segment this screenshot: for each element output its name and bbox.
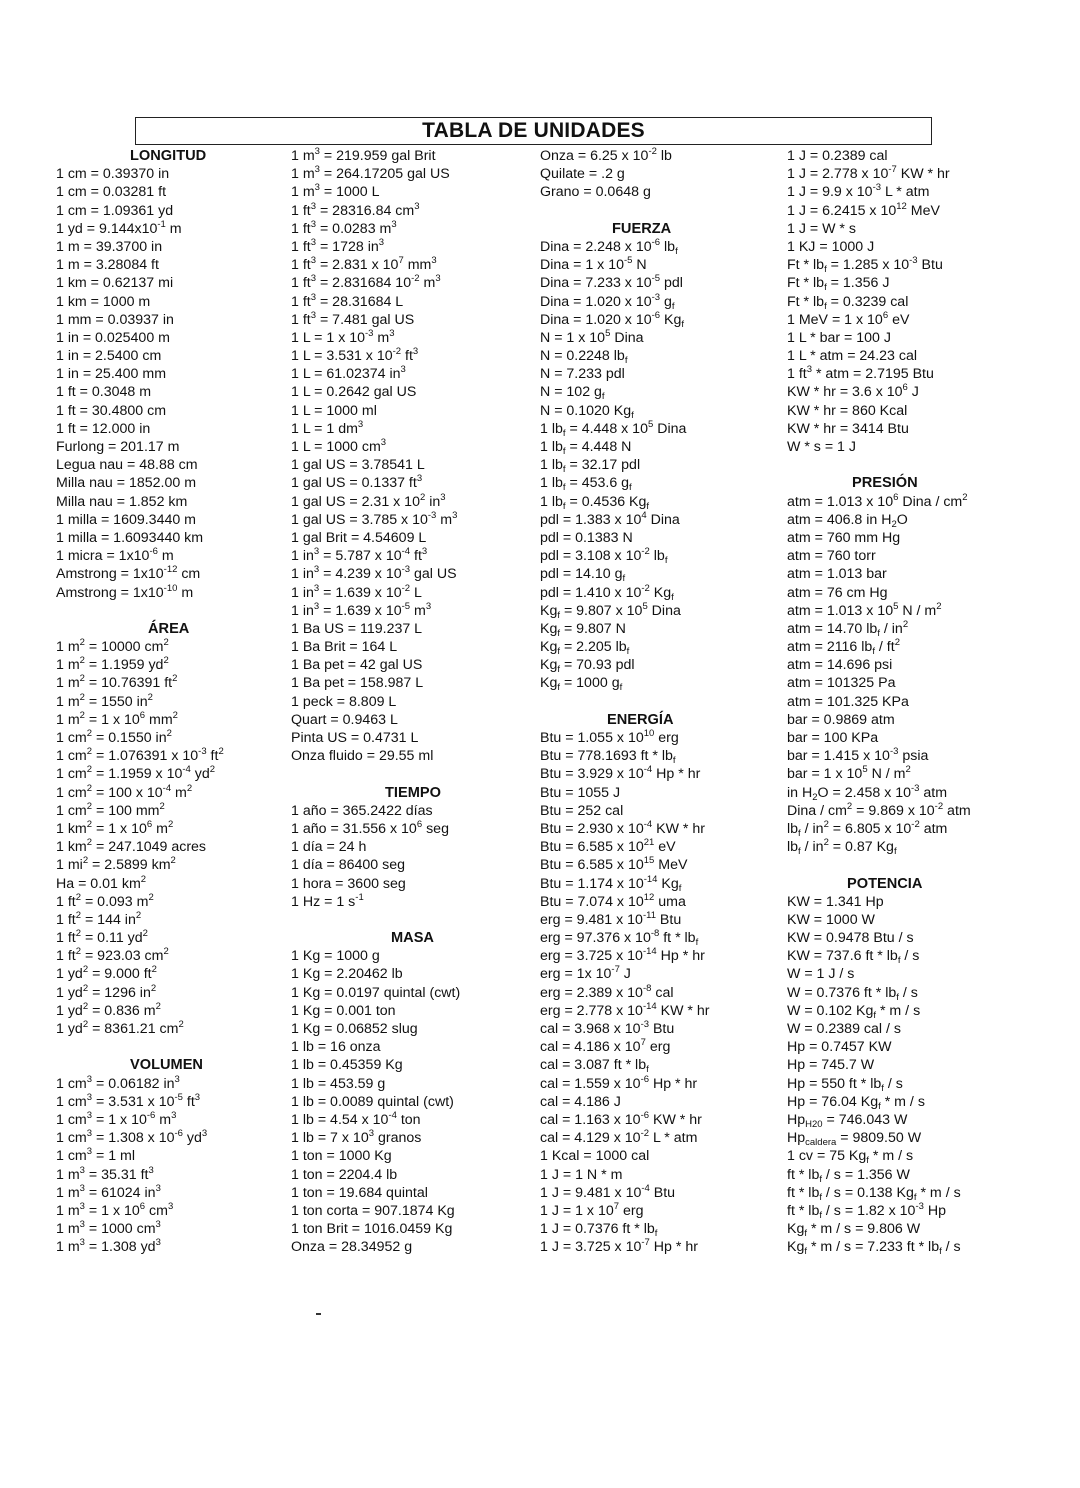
conversion-row: 1 L = 1 x $10^{-3}$ $m^3$ <box>291 327 395 346</box>
conversion-row: 1 Kcal = 1000 cal <box>540 1148 650 1165</box>
conversion-row: 1 $yd^2 = 0.836$ $m^2$ <box>56 1000 161 1019</box>
conversion-row: 1 lb = 16 onza <box>291 1039 381 1056</box>
spacer-row <box>787 456 1027 474</box>
conversion-row: bar = 1 x $10^5$ N / $m^2$ <box>787 764 911 783</box>
conversion-row: atm = 1.013 x $10^5$ N / $m^2$ <box>787 600 942 619</box>
section-heading: ÁREA <box>148 620 190 637</box>
conversion-row: 1 L = 61.02374 $in^3$ <box>291 364 406 383</box>
conversion-row: Onza = 6.25 x $10^{-2}$ lb <box>540 146 672 164</box>
conversion-row: W * s = 1 J <box>787 439 856 455</box>
conversion-row: 1 Kg = 2.20462 lb <box>291 966 403 983</box>
conversion-row: 1 $cm^3 = 3.531$ x $10^{-5}$ $ft^3$ <box>56 1091 201 1110</box>
conversion-row: 1 Kg = 1000 g <box>291 948 380 965</box>
conversion-row: erg = 2.389 x $10^{-8}$ cal <box>540 982 674 1001</box>
conversion-row: 1 J = 6.2415 x $10^{12}$ MeV <box>787 200 940 219</box>
spacer-row <box>291 911 536 929</box>
conversion-row: 1 L = 1000 ml <box>291 402 377 419</box>
conversion-row: $Ft * lb_f = 0.3239$ cal <box>787 293 909 312</box>
conversion-row: 1 ton corta = 907.1874 Kg <box>291 1202 455 1219</box>
conversion-row: ft * $lb_f / s = 1.356$ W <box>787 1166 910 1185</box>
conversion-row: Dina = 1.020 x $10^{-6}$ $Kg_f$ <box>540 309 685 330</box>
conversion-row: 1 $ft^3 = 7.481$ gal US <box>291 309 415 328</box>
conversion-row: 1 J = 3.725 x $10^{-7}$ Hp * hr <box>540 1237 698 1256</box>
conversion-row: 1 $in^3 = 5.787$ x $10^{-4}$ $ft^3$ <box>291 546 428 565</box>
conversion-row: 1 Ba pet = 42 gal US <box>291 657 423 674</box>
conversion-row: atm = 101325 Pa <box>787 675 896 692</box>
conversion-row: 1 $ft^3 = 28.31684$ L <box>291 291 404 310</box>
conversion-row: 1 Hz = 1 $s^{-1}$ <box>291 891 364 910</box>
section-heading: LONGITUD <box>130 148 207 164</box>
conversion-row: cal = 1.163 x $10^{-6}$ KW * hr <box>540 1109 702 1128</box>
conversion-row: 1 Ba US = 119.237 L <box>291 620 423 637</box>
conversion-row: Dina = 1 x $10^{-5}$ N <box>540 255 647 274</box>
conversion-row: atm = 14.70 $lb_f / in^2$ <box>787 618 909 639</box>
conversion-row: 1 cm = 0.03281 ft <box>56 184 167 201</box>
conversion-row: erg = 1x $10^{-7}$ J <box>540 964 631 983</box>
conversion-row: 1 año = 31.556 x $10^6$ seg <box>291 818 449 837</box>
conversion-row: 1 cm = 0.39370 in <box>56 166 170 183</box>
conversion-row: pdl = 1.383 x $10^4$ Dina <box>540 509 680 528</box>
conversion-row: 1 in = 2.5400 cm <box>56 348 162 365</box>
conversion-row: 1 Kg = 0.0197 quintal (cwt) <box>291 984 461 1001</box>
conversion-row: Btu = 1.174 x $10^{-14}$ $Kg_f$ <box>540 873 682 894</box>
conversion-row: in $H_2O = 2.458$ x $10^{-3}$ atm <box>787 782 948 803</box>
conversion-row: 1 $m^2 = 10.76391$ $ft^2$ <box>56 673 178 692</box>
conversion-row: 1 $ft^2 = 0.11$ $yd^2$ <box>56 928 148 947</box>
conversion-row: 1 $m^3 = 264.17205$ gal US <box>291 164 450 183</box>
conversion-row: Legua nau = 48.88 cm <box>56 457 198 474</box>
conversion-row: 1 Kg = 0.001 ton <box>291 1002 396 1019</box>
conversion-row: Btu = 2.930 x $10^{-4}$ KW * hr <box>540 818 706 837</box>
conversion-row: 1 $m^3 = 1000$ $cm^3$ <box>56 1219 161 1238</box>
conversion-row: 1 $m^2 = 10000$ $cm^2$ <box>56 637 169 656</box>
conversion-row: ft * $lb_f / s = 0.138$ $Kg_f$ * m / s <box>787 1184 961 1203</box>
conversion-row: 1 ft = 30.4800 cm <box>56 402 167 419</box>
conversion-row: 1 hora = 3600 seg <box>291 875 406 892</box>
conversion-row: KW * hr = 860 Kcal <box>787 402 908 419</box>
conversion-row: Btu = 6.585 x $10^{15}$ MeV <box>540 855 688 874</box>
conversion-row: 1 cm = 1.09361 yd <box>56 202 174 219</box>
conversion-row: $Kg_f = 9.807$ x $10^5$ Dina <box>540 600 681 621</box>
conversion-row: 1 lb = 4.54 x $10^{-4}$ ton <box>291 1109 421 1128</box>
conversion-row: $Kg_f = 9.807$ N <box>540 620 626 639</box>
conversion-row: 1 yd = $9.144x10^{-1}$ m <box>56 218 182 237</box>
conversion-row: KW = 0.9478 Btu / s <box>787 930 914 947</box>
conversion-row: 1 J = 9.9 x $10^{-3}$ L * atm <box>787 182 930 201</box>
conversion-row: ft * $lb_f / s = 1.82$ x $10^{-3}$ Hp <box>787 1200 946 1221</box>
conversion-row: 1 ton = 1000 Kg <box>291 1148 392 1165</box>
conversion-row: $Kg_f * m / s = 9.806$ W <box>787 1221 921 1240</box>
conversion-row: 1 $in^3 = 4.239$ x $10^{-3}$ gal US <box>291 564 457 583</box>
conversion-row: cal = 4.129 x $10^{-2}$ L * atm <box>540 1128 698 1147</box>
conversion-row: 1 $ft^2 = 144$ $in^2$ <box>56 909 142 928</box>
conversion-row: Btu = 6.585 x $10^{21}$ eV <box>540 837 676 856</box>
conversion-row: 1 cv = 75 $Kg_f$ * m / s <box>787 1148 914 1167</box>
conversion-row: 1 $ft^3 = 2.831$ x $10^7$ $mm^3$ <box>291 255 437 274</box>
conversion-row: $Kg_f = 2.205$ $lb_f$ <box>540 639 630 658</box>
conversion-row: N = 7.233 pdl <box>540 366 625 383</box>
column-3 <box>540 147 780 1256</box>
section-heading: TIEMPO <box>385 784 441 801</box>
conversion-row: 1 km = 1000 m <box>56 293 151 310</box>
conversion-row: 1 $cm^3 = 1$ ml <box>56 1146 136 1165</box>
conversion-row: bar = 100 KPa <box>787 730 879 746</box>
conversion-row: 1 in = 25.400 mm <box>56 366 167 383</box>
conversion-row: 1 L = 1 $dm^3$ <box>291 418 364 437</box>
conversion-row: Amstrong = $1x10^{-12}$ cm <box>56 564 201 583</box>
conversion-row: pdl = 3.108 x $10^{-2}$ $lb_f$ <box>540 546 668 567</box>
conversion-row: 1 J = 2.778 x $10^{-7}$ KW * hr <box>787 164 950 183</box>
spacer-row <box>540 693 780 711</box>
conversion-row: 1 gal US = 3.785 x $10^{-3}$ $m^3$ <box>291 509 458 528</box>
stray-mark <box>316 1313 321 1315</box>
conversion-row: 1 $in^3 = 1.639$ x $10^{-5}$ $m^3$ <box>291 600 432 619</box>
conversion-row: Quart = 0.9463 L <box>291 711 398 728</box>
page-title: TABLA DE UNIDADES <box>422 119 645 142</box>
conversion-row: 1 gal US = 3.78541 L <box>291 457 425 474</box>
conversion-row: erg = 2.778 x $10^{-14}$ KW * hr <box>540 1000 710 1019</box>
conversion-row: cal = 3.087 ft * $lb_f$ <box>540 1057 649 1076</box>
conversion-row: 1 año = 365.2422 días <box>291 802 433 819</box>
conversion-row: $Kg_f = 1000$ $g_f$ <box>540 675 623 694</box>
conversion-row: 1 $cm^3 = 1$ x $10^{-6}$ $m^3$ <box>56 1109 177 1128</box>
conversion-row: Quilate = .2 g <box>540 166 625 183</box>
conversion-row: W = 0.102 $Kg_f$ * m / s <box>787 1002 921 1021</box>
conversion-row: Btu = 3.929 x $10^{-4}$ Hp * hr <box>540 764 701 783</box>
conversion-row: 1 gal US = 0.1337 $ft^3$ <box>291 473 423 492</box>
conversion-row: 1 m = 3.28084 ft <box>56 257 159 274</box>
conversion-row: 1 $ft^3 = 0.0283$ $m^3$ <box>291 218 397 237</box>
conversion-row: 1 L * bar = 100 J <box>787 329 891 346</box>
conversion-row: 1 $ft^3 = 2.831684$ $10^{-2}$ $m^3$ <box>291 273 441 292</box>
section-heading: MASA <box>391 930 434 947</box>
conversion-row: 1 $cm^2 = 0.1550$ $in^2$ <box>56 728 172 746</box>
conversion-row: Btu = 252 cal <box>540 802 624 819</box>
conversion-row: cal = 3.968 x $10^{-3}$ Btu <box>540 1019 675 1037</box>
conversion-row: 1 $lb_f = 4.448$ x $10^5$ Dina <box>540 418 687 439</box>
conversion-row: Amstrong = $1x10^{-10}$ m <box>56 582 194 601</box>
conversion-row: 1 milla = 1609.3440 m <box>56 511 197 528</box>
conversion-row: 1 micra = $1x10^{-6}$ m <box>56 546 174 565</box>
conversion-row: Milla nau = 1852.00 m <box>56 475 197 492</box>
conversion-row: atm = 76 cm Hg <box>787 584 888 601</box>
column-1 <box>56 147 286 1256</box>
conversion-row: 1 ft = 12.000 in <box>56 420 151 437</box>
conversion-row: 1 $in^3 = 1.639$ x $10^{-2}$ L <box>291 582 422 601</box>
conversion-row: 1 ft = 0.3048 m <box>56 384 152 401</box>
conversion-row: pdl = 14.10 $g_f$ <box>540 566 626 585</box>
conversion-row: 1 J = 9.481 x $10^{-4}$ Btu <box>540 1182 676 1201</box>
conversion-row: W = 0.2389 cal / s <box>787 1021 901 1037</box>
conversion-row: $Kg_f * m / s = 7.233$ ft * $lb_f$ / s <box>787 1239 961 1258</box>
spacer-row <box>291 765 536 783</box>
conversion-row: 1 KJ = 1000 J <box>787 238 875 255</box>
conversion-row: cal = 4.186 J <box>540 1093 621 1110</box>
conversion-row: 1 lb = 453.59 g <box>291 1075 386 1092</box>
conversion-row: 1 $cm^3 = 1.308$ x $10^{-6}$ $yd^3$ <box>56 1128 208 1147</box>
conversion-row: atm = 1.013 x $10^6$ Dina / $cm^2$ <box>787 491 968 510</box>
conversion-row: 1 $cm^2 = 1.076391$ x $10^{-3}$ $ft^2$ <box>56 746 224 765</box>
conversion-row: 1 $ft^3$ * atm = 2.7195 Btu <box>787 364 934 383</box>
conversion-row: 1 $m^3 = 1$ x $10^6$ $cm^3$ <box>56 1200 174 1219</box>
conversion-row: 1 $lb_f = 453.6$ $g_f$ <box>540 475 632 494</box>
conversion-row: 1 $m^2 = 1$ x $10^6$ $mm^2$ <box>56 709 178 728</box>
conversion-row: 1 $ft^3 = 28316.84$ $cm^3$ <box>291 200 420 219</box>
conversion-row: Dina = 2.248 x $10^{-6}$ $lb_f$ <box>540 236 678 257</box>
conversion-row: Hp = 76.04 $Kg_f$ * m / s <box>787 1093 925 1112</box>
conversion-row: KW = 737.6 ft * $lb_f$ / s <box>787 948 920 967</box>
conversion-row: 1 gal Brit = 4.54609 L <box>291 529 427 546</box>
conversion-row: Grano = 0.0648 g <box>540 184 651 201</box>
conversion-row: 1 $yd^2 = 9.000$ $ft^2$ <box>56 964 157 983</box>
conversion-row: 1 Ba Brit = 164 L <box>291 639 398 656</box>
conversion-row: 1 J = 0.2389 cal <box>787 148 888 164</box>
conversion-row: 1 $km^2 = 1$ x $10^6$ $m^2$ <box>56 818 174 837</box>
conversion-row: KW * hr = 3414 Btu <box>787 420 909 437</box>
conversion-row: Milla nau = 1.852 km <box>56 493 188 510</box>
conversion-row: erg = 9.481 x $10^{-11}$ Btu <box>540 909 682 928</box>
conversion-row: Btu = 1.055 x $10^{10}$ erg <box>540 728 679 746</box>
conversion-row: 1 $m^2 = 1.1959$ $yd^2$ <box>56 655 169 674</box>
conversion-row: 1 lb = 0.0089 quintal (cwt) <box>291 1093 454 1110</box>
conversion-row: 1 mm = 0.03937 in <box>56 311 174 328</box>
conversion-row: Dina = 7.233 x $10^{-5}$ pdl <box>540 273 683 292</box>
section-heading: ENERGÍA <box>607 711 674 728</box>
conversion-row: 1 $m^2 = 1550$ $in^2$ <box>56 691 153 710</box>
conversion-row: atm = 406.8 in $H_2O$ <box>787 511 908 530</box>
conversion-row: atm = 14.696 psi <box>787 657 893 674</box>
conversion-row: 1 $m^3 = 1000$ L <box>291 182 380 201</box>
conversion-row: N = 0.1020 $Kg_f$ <box>540 402 634 421</box>
conversion-row: $Hp_{caldera} = 9809.50$ W <box>787 1130 922 1149</box>
conversion-row: erg = 3.725 x $10^{-14}$ Hp * hr <box>540 946 705 965</box>
conversion-row: $Ft * lb_f = 1.356$ J <box>787 275 890 294</box>
conversion-row: 1 $lb_f = 32.17$ pdl <box>540 457 641 476</box>
conversion-row: 1 J = 0.7376 ft * $lb_f$ <box>540 1221 658 1240</box>
conversion-row: 1 J = W * s <box>787 220 856 237</box>
conversion-row: 1 día = 86400 seg <box>291 857 405 874</box>
section-heading: PRESIÓN <box>852 475 918 492</box>
conversion-row: bar = 0.9869 atm <box>787 711 895 728</box>
conversion-row: cal = 1.559 x $10^{-6}$ Hp * hr <box>540 1073 698 1092</box>
conversion-row: Btu = 7.074 x $10^{12}$ uma <box>540 891 686 910</box>
conversion-row: erg = 97.376 x $10^{-8}$ ft * $lb_f$ <box>540 928 699 949</box>
conversion-row: 1 km = 0.62137 mi <box>56 275 174 292</box>
conversion-row: 1 m = 39.3700 in <box>56 238 163 255</box>
conversion-row: 1 lb = 0.45359 Kg <box>291 1057 403 1074</box>
conversion-row: 1 $yd^2 = 8361.21$ $cm^2$ <box>56 1019 184 1037</box>
conversion-row: 1 $lb_f = 4.448$ N <box>540 439 632 457</box>
conversion-row: N = 102 $g_f$ <box>540 384 605 403</box>
section-heading: VOLUMEN <box>130 1057 203 1074</box>
conversion-row: 1 $ft^2 = 0.093$ $m^2$ <box>56 891 154 910</box>
conversion-row: $lb_f / in^2 = 0.87$ $Kg_f$ <box>787 837 897 858</box>
conversion-row: $Hp_{H20} = 746.043$ W <box>787 1111 908 1130</box>
conversion-row: 1 milla = 1.6093440 km <box>56 529 204 546</box>
conversion-row: 1 $m^3 = 61024$ $in^3$ <box>56 1182 161 1201</box>
conversion-row: atm = 760 torr <box>787 548 876 565</box>
title-box <box>135 117 932 145</box>
conversion-row: 1 $lb_f = 0.4536$ $Kg_f$ <box>540 493 650 512</box>
conversion-row: 1 L = 0.2642 gal US <box>291 384 417 401</box>
conversion-row: atm = 101.325 KPa <box>787 693 909 710</box>
conversion-row: 1 $yd^2 = 1296$ $in^2$ <box>56 982 157 1001</box>
conversion-row: Hp = 745.7 W <box>787 1057 875 1074</box>
section-heading: POTENCIA <box>847 875 923 892</box>
conversion-row: 1 $m^3 = 35.31$ $ft^3$ <box>56 1164 154 1183</box>
conversion-row: 1 gal US = 2.31 x $10^2$ $in^3$ <box>291 491 446 510</box>
conversion-row: bar = 1.415 x $10^{-3}$ psia <box>787 746 929 765</box>
conversion-row: Onza = 28.34952 g <box>291 1239 413 1256</box>
section-heading: FUERZA <box>612 220 672 237</box>
column-2 <box>291 147 536 1256</box>
conversion-row: N = 1 x $10^5$ Dina <box>540 327 644 346</box>
conversion-row: 1 $m^3 = 1.308$ $yd^3$ <box>56 1237 161 1256</box>
conversion-row: W = 1 J / s <box>787 966 855 983</box>
conversion-row: 1 L * atm = 24.23 cal <box>787 348 918 365</box>
spacer-row <box>787 856 1027 874</box>
conversion-row: Hp = 550 ft * $lb_f$ / s <box>787 1075 903 1094</box>
conversion-row: pdl = 1.410 x $10^{-2}$ $Kg_f$ <box>540 582 674 603</box>
conversion-row: pdl = 0.1383 N <box>540 529 633 546</box>
column-4 <box>787 147 1027 1256</box>
spacer-row <box>56 1038 286 1056</box>
conversion-row: 1 $mi^2 = 2.5899$ $km^2$ <box>56 855 176 874</box>
conversion-row: 1 lb = 7 x $10^3$ granos <box>291 1128 422 1147</box>
conversion-row: Onza fluido = 29.55 ml <box>291 748 434 765</box>
conversion-row: 1 L = 1000 $cm^3$ <box>291 437 387 455</box>
conversion-row: 1 $cm^2 = 100$ x $10^{-4}$ $m^2$ <box>56 782 193 801</box>
conversion-row: Ha = 0.01 $km^2$ <box>56 873 147 892</box>
conversion-row: Pinta US = 0.4731 L <box>291 730 419 746</box>
conversion-row: Dina / $cm^2 = 9.869$ x $10^{-2}$ atm <box>787 800 971 819</box>
conversion-row: atm = 1.013 bar <box>787 566 887 583</box>
conversion-row: 1 L = 3.531 x $10^{-2}$ $ft^3$ <box>291 346 419 365</box>
conversion-row: 1 $cm^2 = 100$ $mm^2$ <box>56 800 165 819</box>
conversion-row: N = 0.2248 $lb_f$ <box>540 348 628 367</box>
conversion-row: W = 0.7376 ft * $lb_f$ / s <box>787 984 918 1003</box>
conversion-row: 1 $km^2 = 247.1049$ acres <box>56 837 207 856</box>
conversion-row: KW * hr = 3.6 x $10^6$ J <box>787 382 919 401</box>
conversion-row: atm = 760 mm Hg <box>787 529 901 546</box>
conversion-row: 1 $ft^2 = 923.03$ $cm^2$ <box>56 946 169 965</box>
conversion-row: $lb_f / in^2 = 6.805$ x $10^{-2}$ atm <box>787 818 948 839</box>
conversion-row: 1 ton = 19.684 quintal <box>291 1184 428 1201</box>
conversion-row: cal = 4.186 x $10^7$ erg <box>540 1037 671 1056</box>
conversion-row: 1 ton = 2204.4 lb <box>291 1166 398 1183</box>
conversion-row: Hp = 0.7457 KW <box>787 1039 892 1056</box>
conversion-row: $Ft * lb_f = 1.285$ x $10^{-3}$ Btu <box>787 255 943 276</box>
conversion-row: 1 in = 0.025400 m <box>56 329 170 346</box>
conversion-row: $Kg_f = 70.93$ pdl <box>540 657 635 676</box>
conversion-row: 1 $cm^3 = 0.06182$ $in^3$ <box>56 1073 180 1092</box>
conversion-row: 1 $cm^2 = 1.1959$ x $10^{-4}$ $yd^2$ <box>56 764 216 783</box>
spacer-row <box>540 202 780 220</box>
conversion-row: 1 J = 1 x $10^7$ erg <box>540 1200 644 1219</box>
conversion-row: atm = 2116 $lb_f / ft^2$ <box>787 637 900 658</box>
conversion-row: 1 Ba pet = 158.987 L <box>291 675 424 692</box>
conversion-row: KW = 1.341 Hp <box>787 893 884 910</box>
conversion-row: 1 J = 1 N * m <box>540 1166 623 1183</box>
conversion-row: Furlong = 201.17 m <box>56 439 180 455</box>
conversion-row: 1 Kg = 0.06852 slug <box>291 1021 418 1037</box>
conversion-row: 1 ton Brit = 1016.0459 Kg <box>291 1221 453 1238</box>
conversion-row: 1 día = 24 h <box>291 839 367 856</box>
conversion-row: Btu = 778.1693 ft * $lb_f$ <box>540 748 676 767</box>
spacer-row <box>56 602 286 620</box>
conversion-row: 1 peck = 8.809 L <box>291 693 397 710</box>
conversion-row: Dina = 1.020 x $10^{-3}$ $g_f$ <box>540 291 675 312</box>
conversion-row: 1 $m^3 = 219.959$ gal Brit <box>291 146 436 164</box>
conversion-row: 1 $ft^3 = 1728$ $in^3$ <box>291 236 385 255</box>
conversion-row: 1 MeV = 1 x $10^6$ eV <box>787 309 910 328</box>
conversion-row: Btu = 1055 J <box>540 784 621 801</box>
conversion-row: KW = 1000 W <box>787 911 875 928</box>
